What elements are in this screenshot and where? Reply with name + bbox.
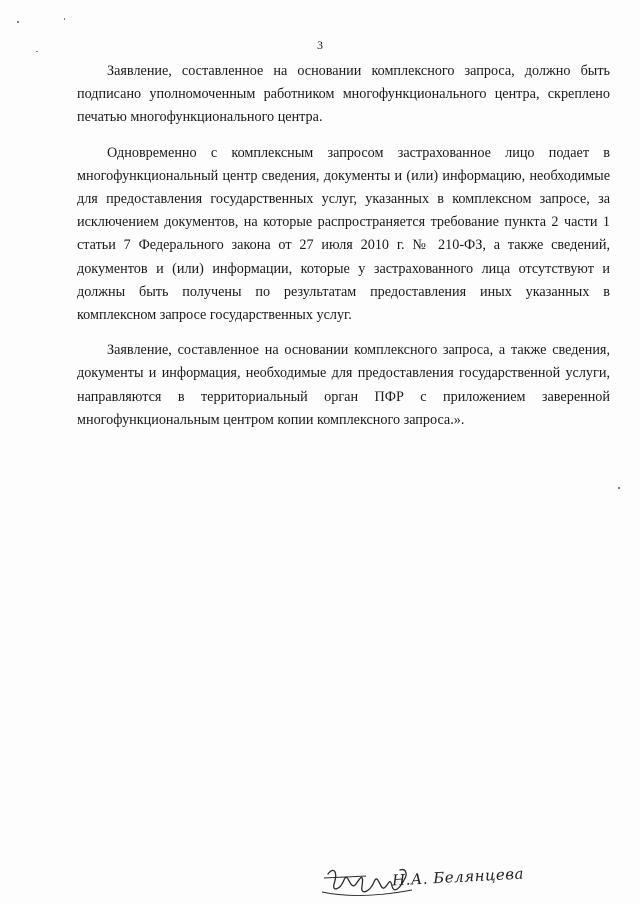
page-number: 3 [317,38,323,52]
scan-speck [618,487,620,489]
paragraph-2: Одновременно с комплексным запросом застрахованное лицо подает в многофункциональный центр сведения, документы и (или) информацию, необходимые для предоставления государственных услуг, указанных в комплексном запросе, за исключением документов, на которые распространяется требование пункта 2 части 1 статьи 7 Федерального закона от 27 июля 2010 г. № 210-ФЗ, а также сведений, документов и (или) информации, которые у застрахованного лица отсутствуют и должны быть получены по результатам предоставления иных указанных в комплексном запросе государственных услуг. [77,144,610,324]
body-text [77,60,610,444]
scan-speck [64,18,65,20]
scan-speck [17,21,19,23]
scan-speck [36,51,38,52]
signatory-name: Н.А. Белянцева [391,864,525,890]
paragraph-1: Заявление, составленное на основании комплексного запроса, должно быть подписано уполномоченным работником многофункционального центра, скреплено печатью многофункционального центра. [77,63,610,126]
paragraph-3: Заявление, составленное на основании комплексного запроса, а также сведения, документы и информация, необходимые для предоставления государственной услуги, направляются в территориальный орган ПФР с приложением заверенной многофункциональным центром копии комплексного запроса.». [77,342,610,428]
